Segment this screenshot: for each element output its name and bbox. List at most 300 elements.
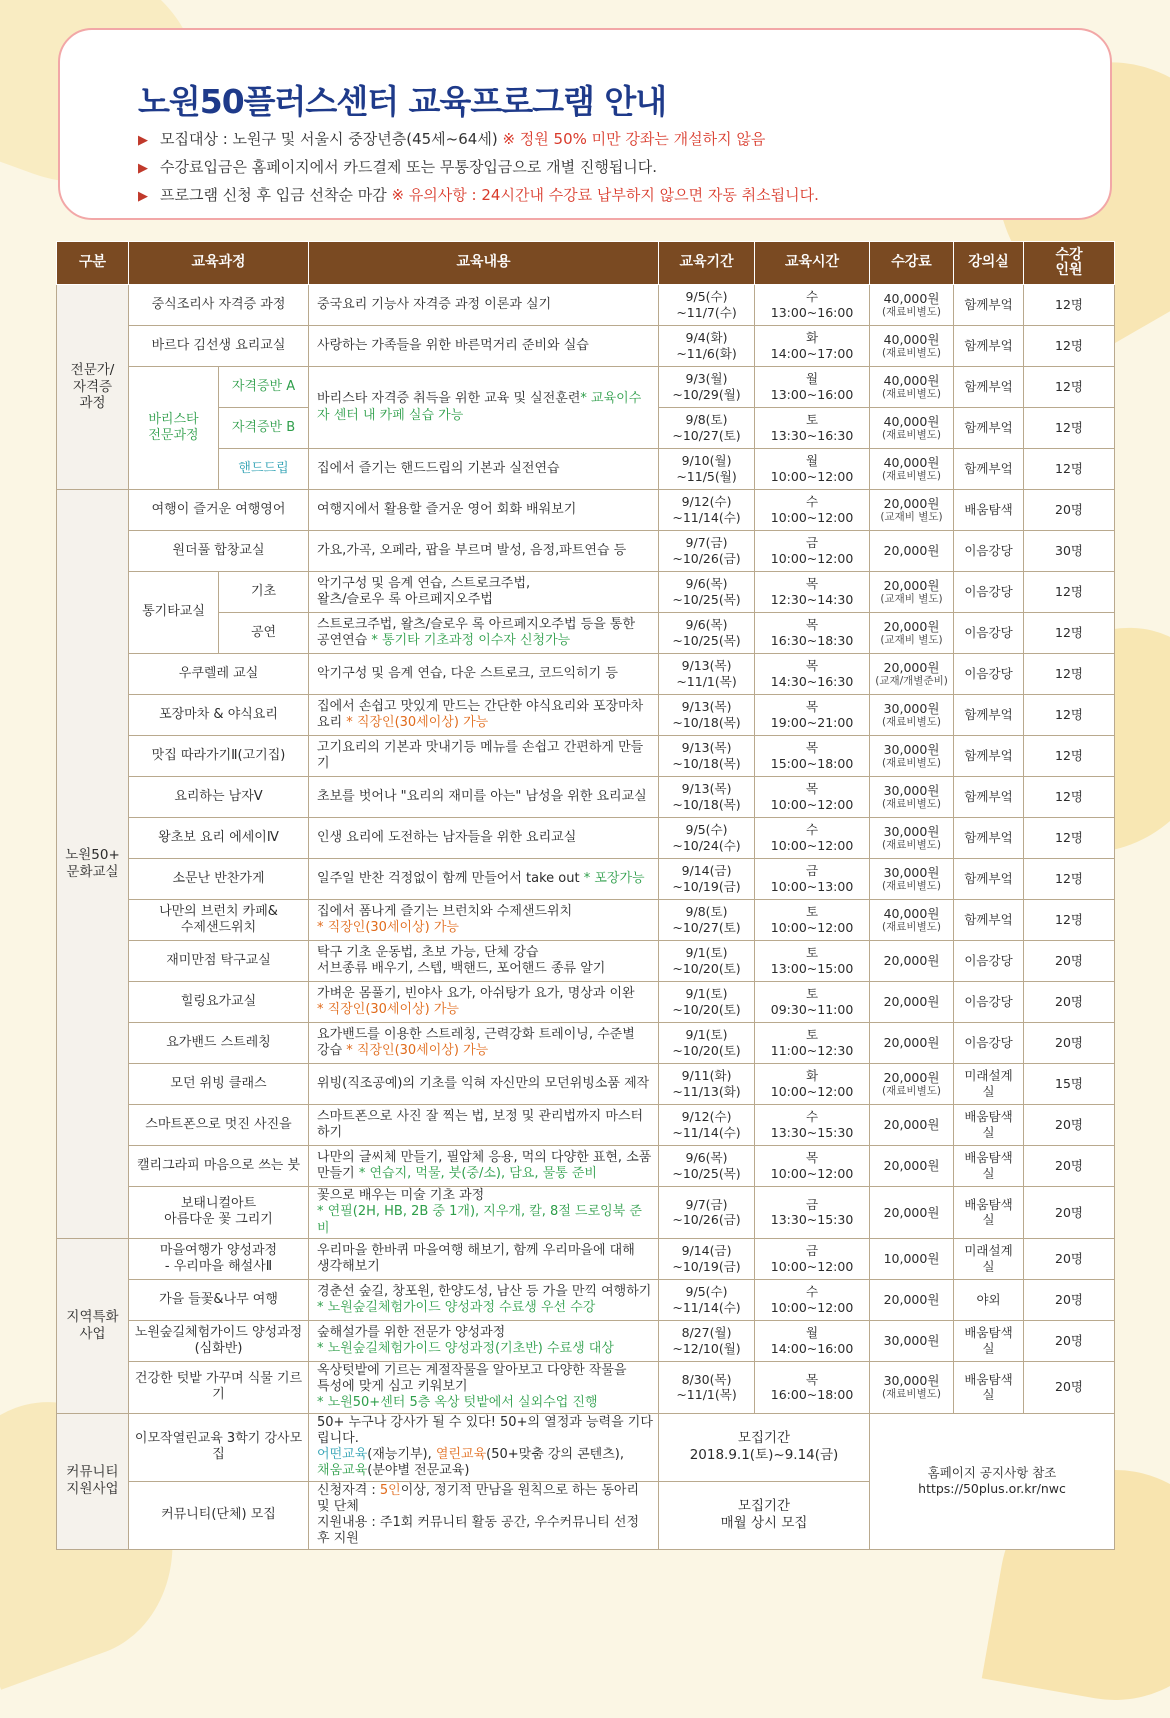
fee-note: (재료비별도) [882,839,941,852]
course-cell: 재미만점 탁구교실 [129,941,309,982]
capacity-cell: 20명 [1024,941,1115,982]
course-cell: 요가밴드 스트레칭 [129,1023,309,1064]
course-cell: 바르다 김선생 요리교실 [129,326,309,367]
content-text: 가벼운 몸풀기, 빈야사 요가, 아쉬탕가 요가, 명상과 이완 [317,985,635,1001]
content-cell [309,859,659,900]
fee-note: (재료비별도) [882,716,941,729]
time-cell: 토 11:00~12:30 [755,1023,870,1064]
course-cell: 왕초보 요리 에세이Ⅳ [129,818,309,859]
table-row [57,1146,1115,1187]
room-cell: 함께부엌 [954,859,1024,900]
fee-value: 20,000원 [883,1291,940,1307]
content-text: 꽃으로 배우는 미술 기초 과정 [317,1188,485,1203]
capacity-cell: 12명 [1024,859,1115,900]
fee-value: 30,000원 [883,700,940,716]
capacity-cell: 12명 [1024,654,1115,695]
content-text: 인생 요리에 도전하는 남자들을 위한 요리교실 [317,829,577,845]
content-cell [309,1105,659,1146]
time-cell: 월 10:00~12:00 [755,449,870,490]
content-text: 집에서 즐기는 핸드드립의 기본과 실전연습 [317,460,560,476]
capacity-cell: 12명 [1024,572,1115,613]
time-cell: 수 13:30~15:30 [755,1105,870,1146]
time-cell: 목 15:00~18:00 [755,736,870,777]
content-text: 신청자격 : [317,1482,380,1498]
room-cell: 함께부엌 [954,736,1024,777]
content-text: 사랑하는 가족들을 위한 바른먹거리 준비와 실습 [317,337,589,353]
content-text: 숲해설가를 위한 전문가 양성과정 [317,1324,506,1340]
room-cell: 배움탐색실 [954,1146,1024,1187]
content-note: * 노원숲길체험가이드 양성과정 수료생 우선 수강 [317,1299,596,1315]
fee-cell [870,982,954,1023]
category-cell: 노원50+ 문화교실 [57,490,129,1239]
room-cell: 함께부엌 [954,408,1024,449]
table-row [57,695,1115,736]
capacity-cell: 20명 [1024,1023,1115,1064]
header-category: 구분 [57,242,129,285]
fee-value: 40,000원 [883,331,940,347]
period-cell: 9/12(수) ~11/14(수) [659,490,755,531]
content-cell [309,1320,659,1361]
notice-line [138,184,819,205]
room-cell: 이음강당 [954,572,1024,613]
fee-note: (교재비 별도) [880,634,943,647]
time-cell: 화 14:00~17:00 [755,326,870,367]
fee-note: (교재/개별준비) [875,675,948,688]
period-cell: 9/5(수) ~10/24(수) [659,818,755,859]
period-cell: 9/1(토) ~10/20(토) [659,1023,755,1064]
table-row [57,777,1115,818]
fee-note: (재료비별도) [882,921,941,934]
content-cell [309,1413,659,1481]
fee-value: 20,000원 [883,1117,940,1133]
table-row [57,982,1115,1023]
header-room: 강의실 [954,242,1024,285]
table-row [57,1023,1115,1064]
content-cell [309,818,659,859]
fee-note: (재료비별도) [882,347,941,360]
course-cell: 힐링요가교실 [129,982,309,1023]
room-cell: 함께부엌 [954,695,1024,736]
room-cell: 배움탐색실 [954,1320,1024,1361]
fee-value: 20,000원 [883,495,940,511]
program-table [56,241,1115,1550]
time-cell: 금 13:30~15:30 [755,1187,870,1239]
content-text: 우리마을 한바퀴 마을여행 해보기, 함께 우리마을에 대해 생각해보기 [317,1242,635,1274]
content-cell [309,941,659,982]
table-row [57,490,1115,531]
content-note: * 연습지, 먹물, 붓(중/소), 담요, 물통 준비 [358,1166,597,1181]
course-cell: 자격증반 A [219,367,309,408]
content-cell [309,736,659,777]
fee-value: 20,000원 [883,577,940,593]
content-text: 바리스타 자격증 취득을 위한 교육 및 실전훈련 [317,391,581,407]
content-cell [309,900,659,941]
fee-cell [870,285,954,326]
time-cell: 목 12:30~14:30 [755,572,870,613]
fee-note: (재료비별도) [882,306,941,319]
content-text: 탁구 기초 운동법, 초보 가능, 단체 강습 서브종류 배우기, 스텝, 백핸드, 포어핸드 종류 알기 [317,944,606,976]
course-cell: 여행이 즐거운 여행영어 [129,490,309,531]
fee-value: 20,000원 [883,618,940,634]
content-note: * 연필(2H, HB, 2B 중 1개), 지우개, 칼, 8절 드로잉북 준비 [317,1204,642,1236]
notice-line [138,128,765,149]
fee-value: 20,000원 [883,1158,940,1174]
fee-cell [870,1023,954,1064]
time-cell: 토 10:00~12:00 [755,900,870,941]
table-row [57,1187,1115,1239]
table-row [57,1279,1115,1320]
content-note: * 직장인(30세이상) 가능 [317,1002,459,1017]
capacity-cell: 12명 [1024,449,1115,490]
content-text: 여행지에서 활용할 즐거운 영어 회화 배워보기 [317,501,577,517]
table-row [57,1320,1115,1361]
room-cell: 배움탐색 [954,490,1024,531]
fee-cell [870,531,954,572]
fee-cell [870,572,954,613]
content-note: * 노원숲길체험가이드 양성과정(기초반) 수료생 대상 [317,1340,614,1356]
fee-cell [870,777,954,818]
period-cell: 9/10(월) ~11/5(월) [659,449,755,490]
course-cell: 중식조리사 자격증 과정 [129,285,309,326]
capacity-cell: 12명 [1024,367,1115,408]
time-cell: 목 16:00~18:00 [755,1361,870,1413]
table-row [57,900,1115,941]
time-cell: 수 10:00~12:00 [755,1279,870,1320]
period-cell: 9/6(목) ~10/25(목) [659,613,755,654]
capacity-cell: 12명 [1024,695,1115,736]
content-text: 악기구성 및 음계 연습, 스트로크주법, 왈츠/슬로우 록 아르페지오주법 [317,575,531,607]
fee-cell [870,859,954,900]
course-cell: 건강한 텃밭 가꾸며 식물 기르기 [129,1361,309,1413]
fee-value: 30,000원 [883,1372,940,1388]
fee-cell [870,900,954,941]
period-cell: 9/14(금) ~10/19(금) [659,859,755,900]
content-cell [309,490,659,531]
room-cell: 함께부엌 [954,777,1024,818]
time-cell: 수 10:00~12:00 [755,490,870,531]
content-text: 요가밴드를 이용한 스트레칭, 근력강화 트레이닝, 수준별 강습 [317,1026,635,1058]
fee-cell [870,654,954,695]
fee-note: (교재비 별도) [880,593,943,606]
content-cell [309,654,659,695]
content-text: 일주일 반찬 걱정없이 함께 만들어서 take out [317,870,584,886]
capacity-cell: 12명 [1024,408,1115,449]
time-cell: 월 13:00~16:00 [755,367,870,408]
period-cell: 9/3(월) ~10/29(월) [659,367,755,408]
fee-value: 30,000원 [883,1332,940,1348]
fee-cell [870,1146,954,1187]
period-cell: 9/7(금) ~10/26(금) [659,531,755,572]
content-text: 옥상텃밭에 기르는 계절작물을 알아보고 다양한 작물을 특성에 맞게 심고 키워보기 [317,1362,627,1394]
content-cell [309,367,659,449]
content-text: (50+맞춤 강의 콘텐츠), [486,1447,625,1462]
course-cell: 원더풀 합창교실 [129,531,309,572]
content-text: 위빙(직조공예)의 기초를 익혀 자신만의 모던위빙소품 제작 [317,1075,650,1091]
notice-text: 모집대상 : 노원구 및 서울시 중장년층(45세~64세) [160,130,503,148]
fee-cell [870,1187,954,1239]
content-cell [309,1146,659,1187]
capacity-cell: 20명 [1024,1320,1115,1361]
room-cell: 야외 [954,1279,1024,1320]
period-cell: 9/6(목) ~10/25(목) [659,1146,755,1187]
fee-note: (교재비 별도) [880,511,943,524]
header-period: 교육기간 [659,242,755,285]
course-cell: 커뮤니티(단체) 모집 [129,1481,309,1549]
fee-note: (재료비별도) [882,1085,941,1098]
period-cell: 9/1(토) ~10/20(토) [659,941,755,982]
period-cell: 9/8(토) ~10/27(토) [659,408,755,449]
capacity-cell: 12명 [1024,736,1115,777]
time-cell: 금 10:00~12:00 [755,1238,870,1279]
content-cell [309,1023,659,1064]
notice-highlight: ※ 정원 50% 미만 강좌는 개설하지 않음 [502,130,766,148]
time-cell: 목 16:30~18:30 [755,613,870,654]
notice-line [138,156,657,177]
table-row [57,367,1115,408]
content-cell [309,695,659,736]
table-header-row [57,242,1115,285]
course-cell: 핸드드립 [219,449,309,490]
content-text: 나만의 글씨체 만들기, 필압체 응용, 먹의 다양한 표현, 소품 만들기 [317,1149,652,1181]
fee-cell [870,941,954,982]
period-cell: 9/7(금) ~10/26(금) [659,1187,755,1239]
capacity-cell: 20명 [1024,982,1115,1023]
table-row [57,326,1115,367]
fee-value: 30,000원 [883,864,940,880]
fee-note: (재료비별도) [882,429,941,442]
table-row [57,1413,1115,1481]
period-cell: 9/13(목) ~10/18(목) [659,777,755,818]
content-note: * 직장인(30세이상) 가능 [317,920,459,935]
time-cell: 화 10:00~12:00 [755,1064,870,1105]
period-cell: 9/12(수) ~11/14(수) [659,1105,755,1146]
content-text: 초보를 벗어나 "요리의 재미를 아는" 남성을 위한 요리교실 [317,788,647,804]
content-text: 50+ 누구나 강사가 될 수 있다! 50+의 열정과 능력을 기다립니다. [317,1414,653,1446]
table-row [57,531,1115,572]
content-note: 어떤교육 [317,1447,368,1462]
capacity-cell: 12명 [1024,900,1115,941]
course-cell: 모던 위빙 클래스 [129,1064,309,1105]
fee-value: 20,000원 [883,1204,940,1220]
capacity-cell: 20명 [1024,1279,1115,1320]
capacity-cell: 15명 [1024,1064,1115,1105]
course-cell: 우쿠렐레 교실 [129,654,309,695]
fee-cell [870,1279,954,1320]
time-cell: 금 10:00~13:00 [755,859,870,900]
fee-value: 30,000원 [883,741,940,757]
capacity-cell: 12명 [1024,613,1115,654]
fee-cell [870,1064,954,1105]
time-cell: 수 13:00~16:00 [755,285,870,326]
content-note: * 직장인(30세이상) 가능 [346,1043,489,1058]
content-cell [309,285,659,326]
fee-value: 20,000원 [883,659,940,675]
content-text: (재능기부), [367,1447,436,1462]
time-cell: 목 19:00~21:00 [755,695,870,736]
room-cell: 이음강당 [954,1023,1024,1064]
content-cell [309,613,659,654]
fee-cell [870,695,954,736]
time-cell: 목 10:00~12:00 [755,1146,870,1187]
period-cell: 9/13(목) ~10/18(목) [659,695,755,736]
room-cell: 함께부엌 [954,326,1024,367]
time-cell: 수 10:00~12:00 [755,818,870,859]
content-text: 고기요리의 기본과 맛내기등 메뉴를 손쉽고 간편하게 만들기 [317,739,644,771]
room-cell: 함께부엌 [954,900,1024,941]
header-content: 교육내용 [309,242,659,285]
header-fee: 수강료 [870,242,954,285]
time-cell: 월 14:00~16:00 [755,1320,870,1361]
content-text: 집에서 손쉽고 맛있게 만드는 간단한 야식요리와 포장마차 요리 [317,698,644,730]
time-cell: 토 09:30~11:00 [755,982,870,1023]
time-cell: 목 10:00~12:00 [755,777,870,818]
table-row [57,859,1115,900]
capacity-cell: 20명 [1024,490,1115,531]
fee-cell [870,613,954,654]
fee-value: 40,000원 [883,372,940,388]
fee-cell [870,326,954,367]
capacity-cell: 12명 [1024,326,1115,367]
content-note: * 직장인(30세이상) 가능 [346,715,489,730]
content-text: 경춘선 숲길, 창포원, 한양도성, 남산 등 가을 만끽 여행하기 [317,1283,652,1299]
table-row [57,1238,1115,1279]
category-cell: 전문가/ 자격증 과정 [57,285,129,490]
fee-value: 20,000원 [883,1035,940,1051]
content-text: 스트로크주법, 왈츠/슬로우 록 아르페지오주법 등을 통한 공연연습 [317,616,636,648]
category-cell: 커뮤니티 지원사업 [57,1413,129,1549]
content-cell [309,449,659,490]
room-cell: 배움탐색실 [954,1361,1024,1413]
subgroup-cell: 통기타교실 [129,572,219,654]
content-cell [309,572,659,613]
fee-cell [870,818,954,859]
fee-value: 30,000원 [883,823,940,839]
content-cell [309,1279,659,1320]
notice-box [58,28,1112,220]
course-cell: 스마트폰으로 멋진 사진을 [129,1105,309,1146]
fee-value: 10,000원 [883,1250,940,1266]
content-note: 열린교육 [435,1447,487,1462]
content-cell [309,1238,659,1279]
period-cell: 9/4(화) ~11/6(화) [659,326,755,367]
content-text: 지원내용 : 주1회 커뮤니티 활동 공간, 우수커뮤니티 선정 후 지원 [317,1515,640,1547]
fee-cell [870,449,954,490]
category-cell: 지역특화 사업 [57,1238,129,1413]
table-row [57,1064,1115,1105]
period-cell: 9/14(금) ~10/19(금) [659,1238,755,1279]
capacity-cell: 20명 [1024,1146,1115,1187]
content-cell [309,1064,659,1105]
content-cell [309,1361,659,1413]
capacity-cell: 30명 [1024,531,1115,572]
fee-value: 20,000원 [883,543,940,559]
fee-value: 40,000원 [883,905,940,921]
notice-text: 프로그램 신청 후 입금 선착순 마감 [160,186,392,204]
room-cell: 배움탐색실 [954,1187,1024,1239]
fee-value: 40,000원 [883,454,940,470]
course-cell: 기초 [219,572,309,613]
capacity-cell: 12명 [1024,777,1115,818]
fee-value: 20,000원 [883,1069,940,1085]
time-cell: 토 13:30~16:30 [755,408,870,449]
triangle-bullet-icon: ▶ [138,189,148,204]
table-row [57,654,1115,695]
content-text [317,1447,653,1463]
header-time: 교육시간 [755,242,870,285]
capacity-cell: 20명 [1024,1238,1115,1279]
fee-cell [870,367,954,408]
period-cell: 9/5(수) ~11/7(수) [659,285,755,326]
subgroup-cell: 바리스타 전문과정 [129,367,219,490]
course-cell: 이모작열린교육 3학기 강사모집 [129,1413,309,1481]
table-row [57,1361,1115,1413]
period-cell: 9/1(토) ~10/20(토) [659,982,755,1023]
period-cell: 모집기간 매월 상시 모집 [659,1481,870,1549]
time-cell: 금 10:00~12:00 [755,531,870,572]
fee-cell [870,490,954,531]
fee-note: (재료비별도) [882,388,941,401]
content-note: * 포장가능 [583,870,645,886]
time-cell: 목 14:30~16:30 [755,654,870,695]
course-cell: 요리하는 남자Ⅴ [129,777,309,818]
room-cell: 배움탐색실 [954,1105,1024,1146]
capacity-cell: 20명 [1024,1105,1115,1146]
table-row [57,736,1115,777]
room-cell: 이음강당 [954,654,1024,695]
course-cell: 캘리그라피 마음으로 쓰는 붓 [129,1146,309,1187]
fee-note: (재료비별도) [882,757,941,770]
period-cell: 9/13(목) ~11/1(목) [659,654,755,695]
content-text [317,1463,653,1479]
fee-value: 40,000원 [883,413,940,429]
table-row [57,572,1115,613]
page-title: 노원50플러스센터 교육프로그램 안내 [138,82,667,121]
fee-value: 30,000원 [883,782,940,798]
content-cell [309,531,659,572]
fee-note: (재료비별도) [882,798,941,811]
reference-cell: 홈페이지 공지사항 참조 https://50plus.or.kr/nwc [870,1413,1115,1549]
period-cell: 9/6(목) ~10/25(목) [659,572,755,613]
room-cell: 미래설계실 [954,1238,1024,1279]
course-cell: 맛집 따라가기Ⅱ(고기집) [129,736,309,777]
room-cell: 미래설계실 [954,1064,1024,1105]
notice-highlight: ※ 유의사항 : 24시간내 수강료 납부하지 않으면 자동 취소됩니다. [391,186,819,204]
content-text: 집에서 폼나게 즐기는 브런치와 수제샌드위치 [317,903,573,919]
room-cell: 이음강당 [954,941,1024,982]
room-cell: 함께부엌 [954,285,1024,326]
fee-value: 20,000원 [883,953,940,969]
content-note: * 교육이수자 센터 내 카페 실습 가능 [317,391,642,423]
course-cell: 가을 들꽃&나무 여행 [129,1279,309,1320]
content-cell [309,1187,659,1239]
course-cell: 포장마차 & 야식요리 [129,695,309,736]
fee-note: (재료비별도) [882,470,941,483]
course-cell: 자격증반 B [219,408,309,449]
table-row [57,818,1115,859]
period-cell: 9/11(화) ~11/13(화) [659,1064,755,1105]
triangle-bullet-icon: ▶ [138,161,148,176]
header-capacity: 수강 인원 [1024,242,1115,285]
content-cell [309,982,659,1023]
fee-cell [870,1105,954,1146]
course-cell: 소문난 반찬가게 [129,859,309,900]
content-note: * 통기타 기초과정 이수자 신청가능 [371,633,571,648]
course-cell: 노원숲길체험가이드 양성과정 (심화반) [129,1320,309,1361]
period-cell: 8/30(목) ~11/1(목) [659,1361,755,1413]
course-cell: 보태니컬아트 아름다운 꽃 그리기 [129,1187,309,1239]
header-course: 교육과정 [129,242,309,285]
period-cell: 8/27(월) ~12/10(월) [659,1320,755,1361]
